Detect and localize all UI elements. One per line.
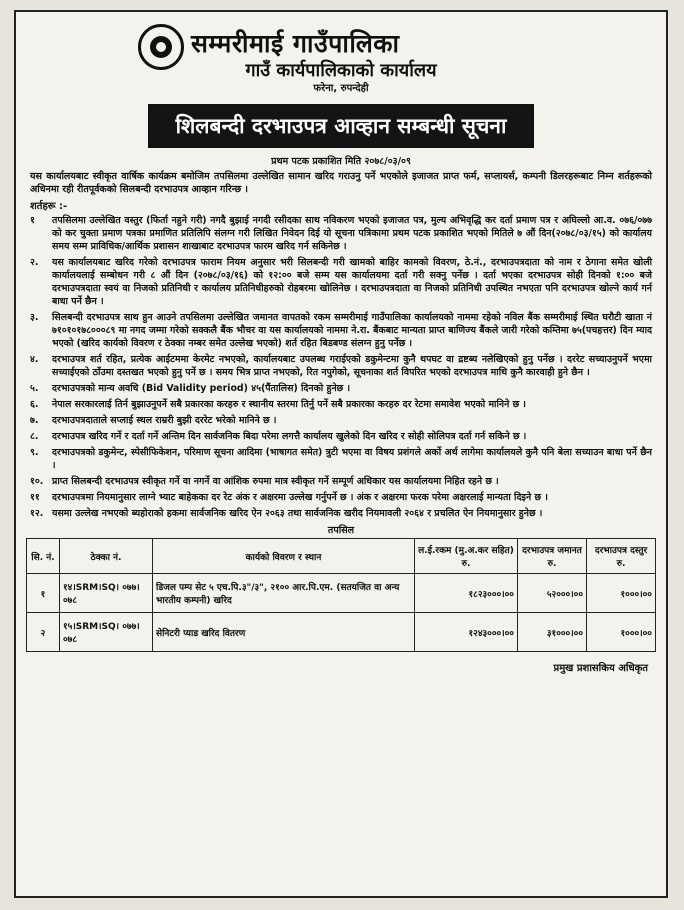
condition-text: प्राप्त सिलबन्दी दरभाउपत्र स्वीकृत गर्ने वा नगर्ने वा आंशिक रुपमा मात्र स्वीकृत गर्ने सम्पूर्ण अधिकार यस कार्यालयमा निहित रहने छ । xyxy=(52,476,499,487)
cell-description: डिजल पम्प सेट ५ एच.पि.३"/३", २१०० आर.पि.एम. (सतयजित वा अन्य भारतीय कम्पनी) खरिद xyxy=(153,574,415,613)
condition-number: ९. xyxy=(30,447,39,458)
condition-text: नेपाल सरकारलाई तिर्न बुझाउनुपर्ने सबै प्रकारका करहरु र स्थानीय स्तरमा तिर्नु पर्ने सबै प्रकारका करहरु दर रेटमा समावेश भएको मानिने छ । xyxy=(52,399,526,410)
condition-item xyxy=(30,430,652,443)
notice-header xyxy=(26,20,656,94)
table-header-row xyxy=(27,539,656,574)
col-header-contract-no: ठेक्का नं. xyxy=(60,539,153,574)
col-header-bid-fee: दरभाउपत्र दस्तुर रु. xyxy=(587,539,656,574)
condition-text: दरभाउपत्र खरिद गर्ने र दर्ता गर्ने अन्तिम दिन सार्वजनिक बिदा परेमा लगत्तै कार्यालय खुलेको दिन खरिद र सोही सोलिपत्र दर्ता गर्न सकिने छ । xyxy=(52,431,527,442)
condition-number: ८. xyxy=(30,431,39,442)
notice-title-banner: शिलबन्दी दरभाउपत्र आव्हान सम्बन्धी सूचना xyxy=(148,104,534,148)
signatory-title: प्रमुख प्रशासकिय अधिकृत xyxy=(553,663,648,674)
cell-estimate: १८२३०००।०० xyxy=(415,574,518,613)
org-name: सम्मरीमाई गाउँपालिका xyxy=(191,29,400,58)
conditions-heading: शर्तहरू :- xyxy=(30,201,68,212)
col-header-bid-security: दरभाउपत्र जमानत रु. xyxy=(518,539,587,574)
condition-text: दरभाउपत्रको डकुमेन्ट, स्पेसीफिकेशन, परिमाण सूचना आदिमा (भाषागत समेत) त्रुटी भएमा वा विषय प्रशंगले अर्को अर्थ लागेमा कार्यालयले कुनै पनि बेला सच्याउन बाधा पर्ने छैन । xyxy=(52,447,652,471)
condition-number: ५. xyxy=(30,383,39,394)
table-row xyxy=(27,574,656,613)
condition-item xyxy=(30,382,652,395)
cell-serial: २ xyxy=(27,613,60,652)
condition-text: यसमा उल्लेख नभएको ब्यहोराको हकमा सार्वजनिक खरिद ऐन २०६३ तथा सार्वजनिक खरीद नियमावली २०६४ र प्रचलित ऐन नियमानुसार हुनेछ । xyxy=(52,508,543,519)
condition-number: ६. xyxy=(30,399,39,410)
schedule-table xyxy=(26,538,656,652)
cell-contract-no: १५।SRM।SQ। ०७७।०७८ xyxy=(60,613,153,652)
col-header-serial: सि. नं. xyxy=(27,539,60,574)
col-header-description: कार्यको विवरण र स्थान xyxy=(153,539,415,574)
cell-bid-fee: १०००।०० xyxy=(587,574,656,613)
office-name: गाउँ कार्यपालिकाको कार्यालय xyxy=(245,60,437,81)
cell-estimate: १२४३०००।०० xyxy=(415,613,518,652)
schedule-title: तपसिल xyxy=(327,525,355,536)
col-header-estimate: ल.ई.रकम (मु.अ.कर सहित) रु. xyxy=(415,539,518,574)
condition-item xyxy=(30,214,652,253)
notice-page xyxy=(14,10,668,898)
intro-paragraph: यस कार्यालयबाट स्वीकृत वार्षिक कार्यक्रम बमोजिम तपसिलमा उल्लेखित सामान खरिद गराउनु पर्ने भएकोले इजाजत प्राप्त फर्म, सप्लायर्स, कम्पनी डिलरहरूबाट निम्न शर्तहरूको अधिनमा रही रीतपूर्वकको सिलबन्दी दरभाउपत्र आव्हान गरिन्छ । xyxy=(30,171,652,195)
condition-number: २. xyxy=(30,257,39,268)
condition-number: १२. xyxy=(30,508,44,519)
condition-text: दरभाउपत्र शर्त रहित, प्रत्येक आईटममा केरमेट नभएको, कार्यालयबाट उपलब्ध गराईएको डकुमेन्टमा कुनै थपघट वा द्रष्टब्य नलेखिएको हुनु पर्नेछ । दररेट सच्याउनुपर्ने भएमा सच्याईएको ठाँउमा दस्तखत भएको हुनु पर्ने छ । समय भित्र प्राप्त नभएको, रित नपुगेको, सूचनाका शर्त विपरित भएको दरभाउपत्र माथि कुनै कारवाही हुने छैन । xyxy=(52,354,652,378)
condition-number: ७. xyxy=(30,415,39,426)
condition-item xyxy=(30,398,652,411)
condition-text: दरभाउपत्रदाताले सप्लाई स्थल राम्ररी बुझी दररेट भरेको मानिने छ । xyxy=(52,415,277,426)
conditions-list xyxy=(26,214,656,520)
condition-text: दरभाउपत्रमा नियमानुसार लाग्ने भ्याट बाहेकका दर रेट अंक र अक्षरमा उल्लेख गर्नुपर्ने छ । अंक र अक्षरमा फरक परेमा अक्षरलाई मान्यता दिइने छ । xyxy=(52,492,548,503)
condition-item xyxy=(30,414,652,427)
condition-number: ४. xyxy=(30,354,39,365)
publication-date: प्रथम पटक प्रकाशित मिति २०७८/०३/०९ xyxy=(271,156,411,167)
cell-bid-security: ५२०००।०० xyxy=(518,574,587,613)
cell-bid-fee: १०००।०० xyxy=(587,613,656,652)
condition-text: यस कार्यालयबाट खरिद गरेको दरभाउपत्र फाराम नियम अनुसार भरी सिलबन्दी गरी खामको बाहिर कामको विवरण, ठे.नं., दरभाउपत्रदाता को नाम र ठेगाना समेत खोली कार्यालयलाई सम्बोधन गरी ८ औं दिन (२०७८/०३/१६) को १२:०० बजे सम्म यस कार्यालयमा दर्ता गरी सक्नु पर्नेछ । दर्ता भएका दरभाउपत्र सोही दिनको १:०० बजे दरभाउपत्रदाता स्वयं वा निजको प्रतिनिधी र कार्यालय प्रतिनिधीहरुको रोहबरमा खोलिनेछ । दरभाउपत्रदाता वा निजको प्रतिनिधी उपस्थित नभएता पनि दरभाउपत्र खोल्ने कार्य गर्न बाधा पर्ने छैन । xyxy=(52,257,652,307)
cell-contract-no: १४।SRM।SQ। ०७७।०७८ xyxy=(60,574,153,613)
condition-item xyxy=(30,491,652,504)
condition-item xyxy=(30,311,652,350)
condition-text: तपसिलमा उल्लेखित वस्तुर (फिर्ता नहुने गरी) नगदै बुझाई नगदी रसीदका साथ नविकरण भएको इजाजत पत्र, मुल्य अभिवृद्धि कर दर्ता प्रमाण पत्र र अघिल्लो आ.व. ०७६/०७७ को कर चुक्ता प्रमाण पत्रका प्रमाणित प्रतिलिपि संलग्न गरी लिखित निवेदन दिई यो सूचना पत्रिकामा प्रथम पटक प्रकाशित भएको मितिले ७ औं दिन(२०७८/०३/१५) को कार्यालय समय सम्म प्राविधिक/आर्थिक प्रशासन शाखाबाट दरभाउपत्र फारम खरिद गर्न सकिनेछ । xyxy=(52,215,652,252)
condition-number: १ xyxy=(30,215,35,226)
condition-item xyxy=(30,507,652,520)
condition-item xyxy=(30,353,652,379)
condition-text: सिलबन्दी दरभाउपत्र साथ हुन आउने तपसिलमा उल्लेखित जमानत वापतको रकम सम्मरीमाई गाउँपालिका कार्यालयको नाममा रहेको नविल बैंक सम्मरीमाई स्थित घरौटी खाता नं ७१०१०१७८०००८९ मा नगद जम्मा गरेको सक्कलै बैंक भौचर वा यस कार्यालयको नाममा ने.रा. बैंकबाट मान्यता प्राप्त बाणिज्य बैंकले जारी गरेको कम्तिमा ७५(पचहत्तर) दिन म्याद भएको (खरिद कार्यको विवरण र ठेक्का नम्बर समेत उल्लेख भएको) शर्त रहित बिडबण्ड संलग्न हुनु पर्नेछ । xyxy=(52,312,652,349)
condition-number: ३. xyxy=(30,312,39,323)
condition-item xyxy=(30,475,652,488)
table-row xyxy=(27,613,656,652)
condition-number: १०. xyxy=(30,476,44,487)
office-address: फरेना, रुपन्देही xyxy=(313,83,369,94)
condition-item xyxy=(30,446,652,472)
condition-item xyxy=(30,256,652,308)
cell-bid-security: ३१०००।०० xyxy=(518,613,587,652)
cell-serial: १ xyxy=(27,574,60,613)
cell-description: सेनिटरी प्याड खरिद वितरण xyxy=(153,613,415,652)
condition-text: दरभाउपत्रको मान्य अवधि (Bid Validity period) ४५(पैंतालिस) दिनको हुनेछ । xyxy=(52,383,351,394)
condition-number: ११ xyxy=(30,492,40,503)
